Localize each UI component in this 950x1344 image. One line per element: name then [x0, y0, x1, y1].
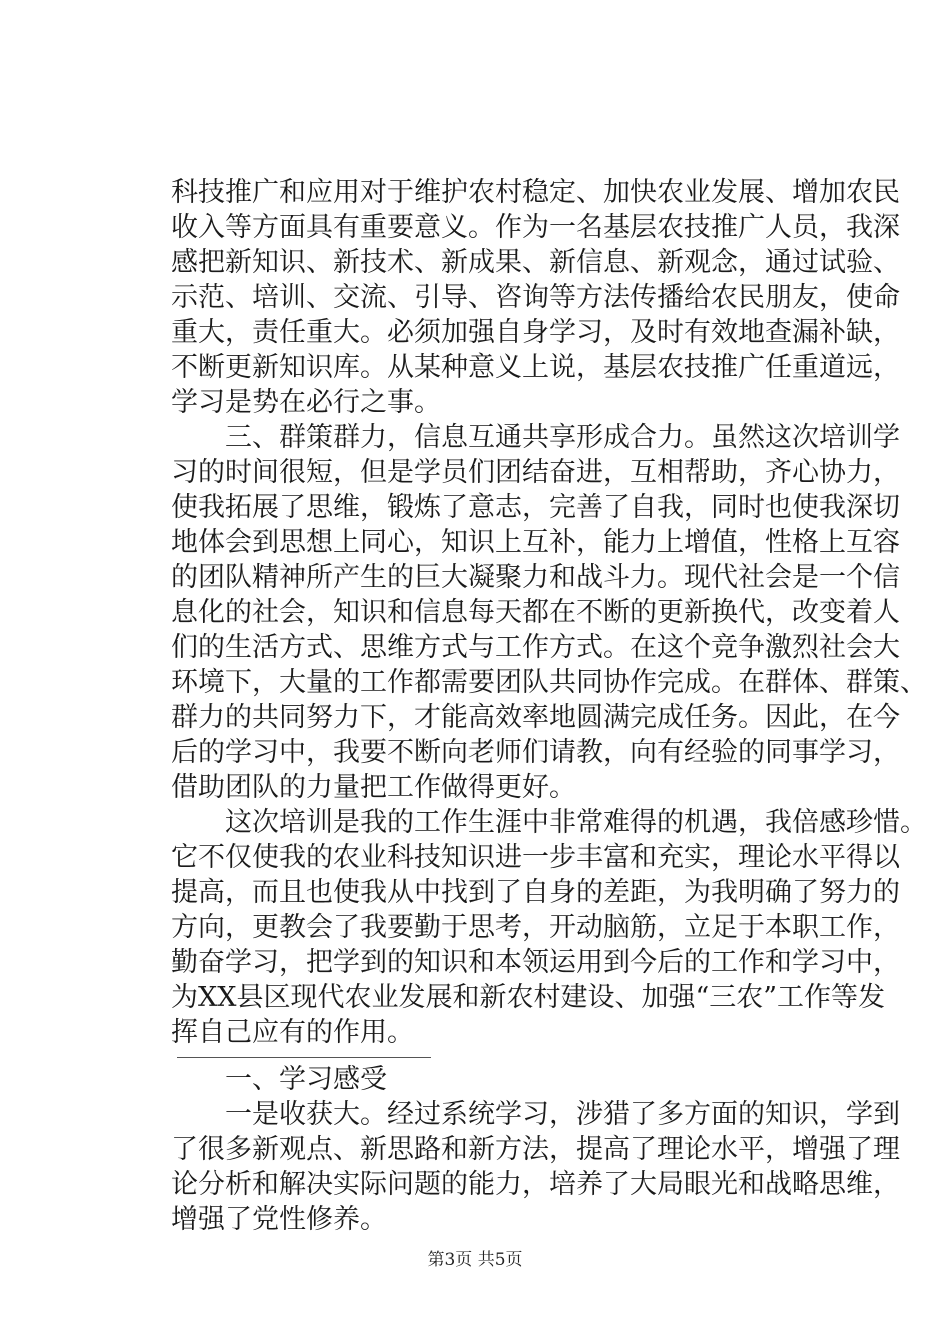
text-line: 勤奋学习，把学到的知识和本领运用到今后的工作和学习中，: [171, 947, 900, 978]
text-line: 学习是势在必行之事。: [171, 387, 441, 418]
text-line: 息化的社会，知识和信息每天都在不断的更新换代，改变着人: [171, 597, 900, 628]
text-line: 挥自己应有的作用。: [171, 1017, 414, 1048]
text-line: 为XX县区现代农业发展和新农村建设、加强“三农”工作等发: [171, 982, 886, 1013]
text-line: 们的生活方式、思维方式与工作方式。在这个竞争激烈社会大: [171, 632, 900, 663]
text-line: 提高，而且也使我从中找到了自身的差距，为我明确了努力的: [171, 877, 900, 908]
text-line: 习的时间很短，但是学员们团结奋进，互相帮助，齐心协力，: [171, 457, 900, 488]
text-line: 科技推广和应用对于维护农村稳定、加快农业发展、增加农民: [171, 177, 900, 208]
section-divider: [177, 1057, 431, 1058]
text-line: 了很多新观点、新思路和新方法，提高了理论水平，增强了理: [171, 1134, 900, 1165]
text-line: 使我拓展了思维，锻炼了意志，完善了自我，同时也使我深切: [171, 492, 900, 523]
paragraph-start-line: 一是收获大。经过系统学习，涉猎了多方面的知识，学到: [225, 1099, 900, 1130]
text-line: 群力的共同努力下，才能高效率地圆满完成任务。因此，在今: [171, 702, 900, 733]
text-line: 后的学习中，我要不断向老师们请教，向有经验的同事学习，: [171, 737, 900, 768]
page-footer: [0, 1245, 950, 1270]
text-line: 示范、培训、交流、引导、咨询等方法传播给农民朋友，使命: [171, 282, 900, 313]
text-line: 它不仅使我的农业科技知识进一步丰富和充实，理论水平得以: [171, 842, 900, 873]
text-line: 重大，责任重大。必须加强自身学习，及时有效地查漏补缺，: [171, 317, 900, 348]
text-line: 收入等方面具有重要意义。作为一名基层农技推广人员，我深: [171, 212, 900, 243]
text-line: 的团队精神所产生的巨大凝聚力和战斗力。现代社会是一个信: [171, 562, 900, 593]
text-line: 不断更新知识库。从某种意义上说，基层农技推广任重道远，: [171, 352, 900, 383]
text-line: 感把新知识、新技术、新成果、新信息、新观念，通过试验、: [171, 247, 900, 278]
text-line: 地体会到思想上同心，知识上互补，能力上增值，性格上互容: [171, 527, 900, 558]
paragraph-start-line: 这次培训是我的工作生涯中非常难得的机遇，我倍感珍惜。: [225, 807, 927, 838]
section-one-heading: 一、学习感受: [225, 1064, 387, 1095]
text-line: 论分析和解决实际问题的能力，培养了大局眼光和战略思维，: [171, 1169, 900, 1200]
text-line: 借助团队的力量把工作做得更好。: [171, 772, 576, 803]
section-three-heading-line: 三、群策群力，信息互通共享形成合力。虽然这次培训学: [225, 422, 900, 453]
page-indicator: 第3页 共5页: [427, 1250, 523, 1270]
text-line: 方向，更教会了我要勤于思考，开动脑筋，立足于本职工作，: [171, 912, 900, 943]
text-line: 环境下，大量的工作都需要团队共同协作完成。在群体、群策、: [171, 667, 927, 698]
text-line: 增强了党性修养。: [171, 1204, 387, 1235]
